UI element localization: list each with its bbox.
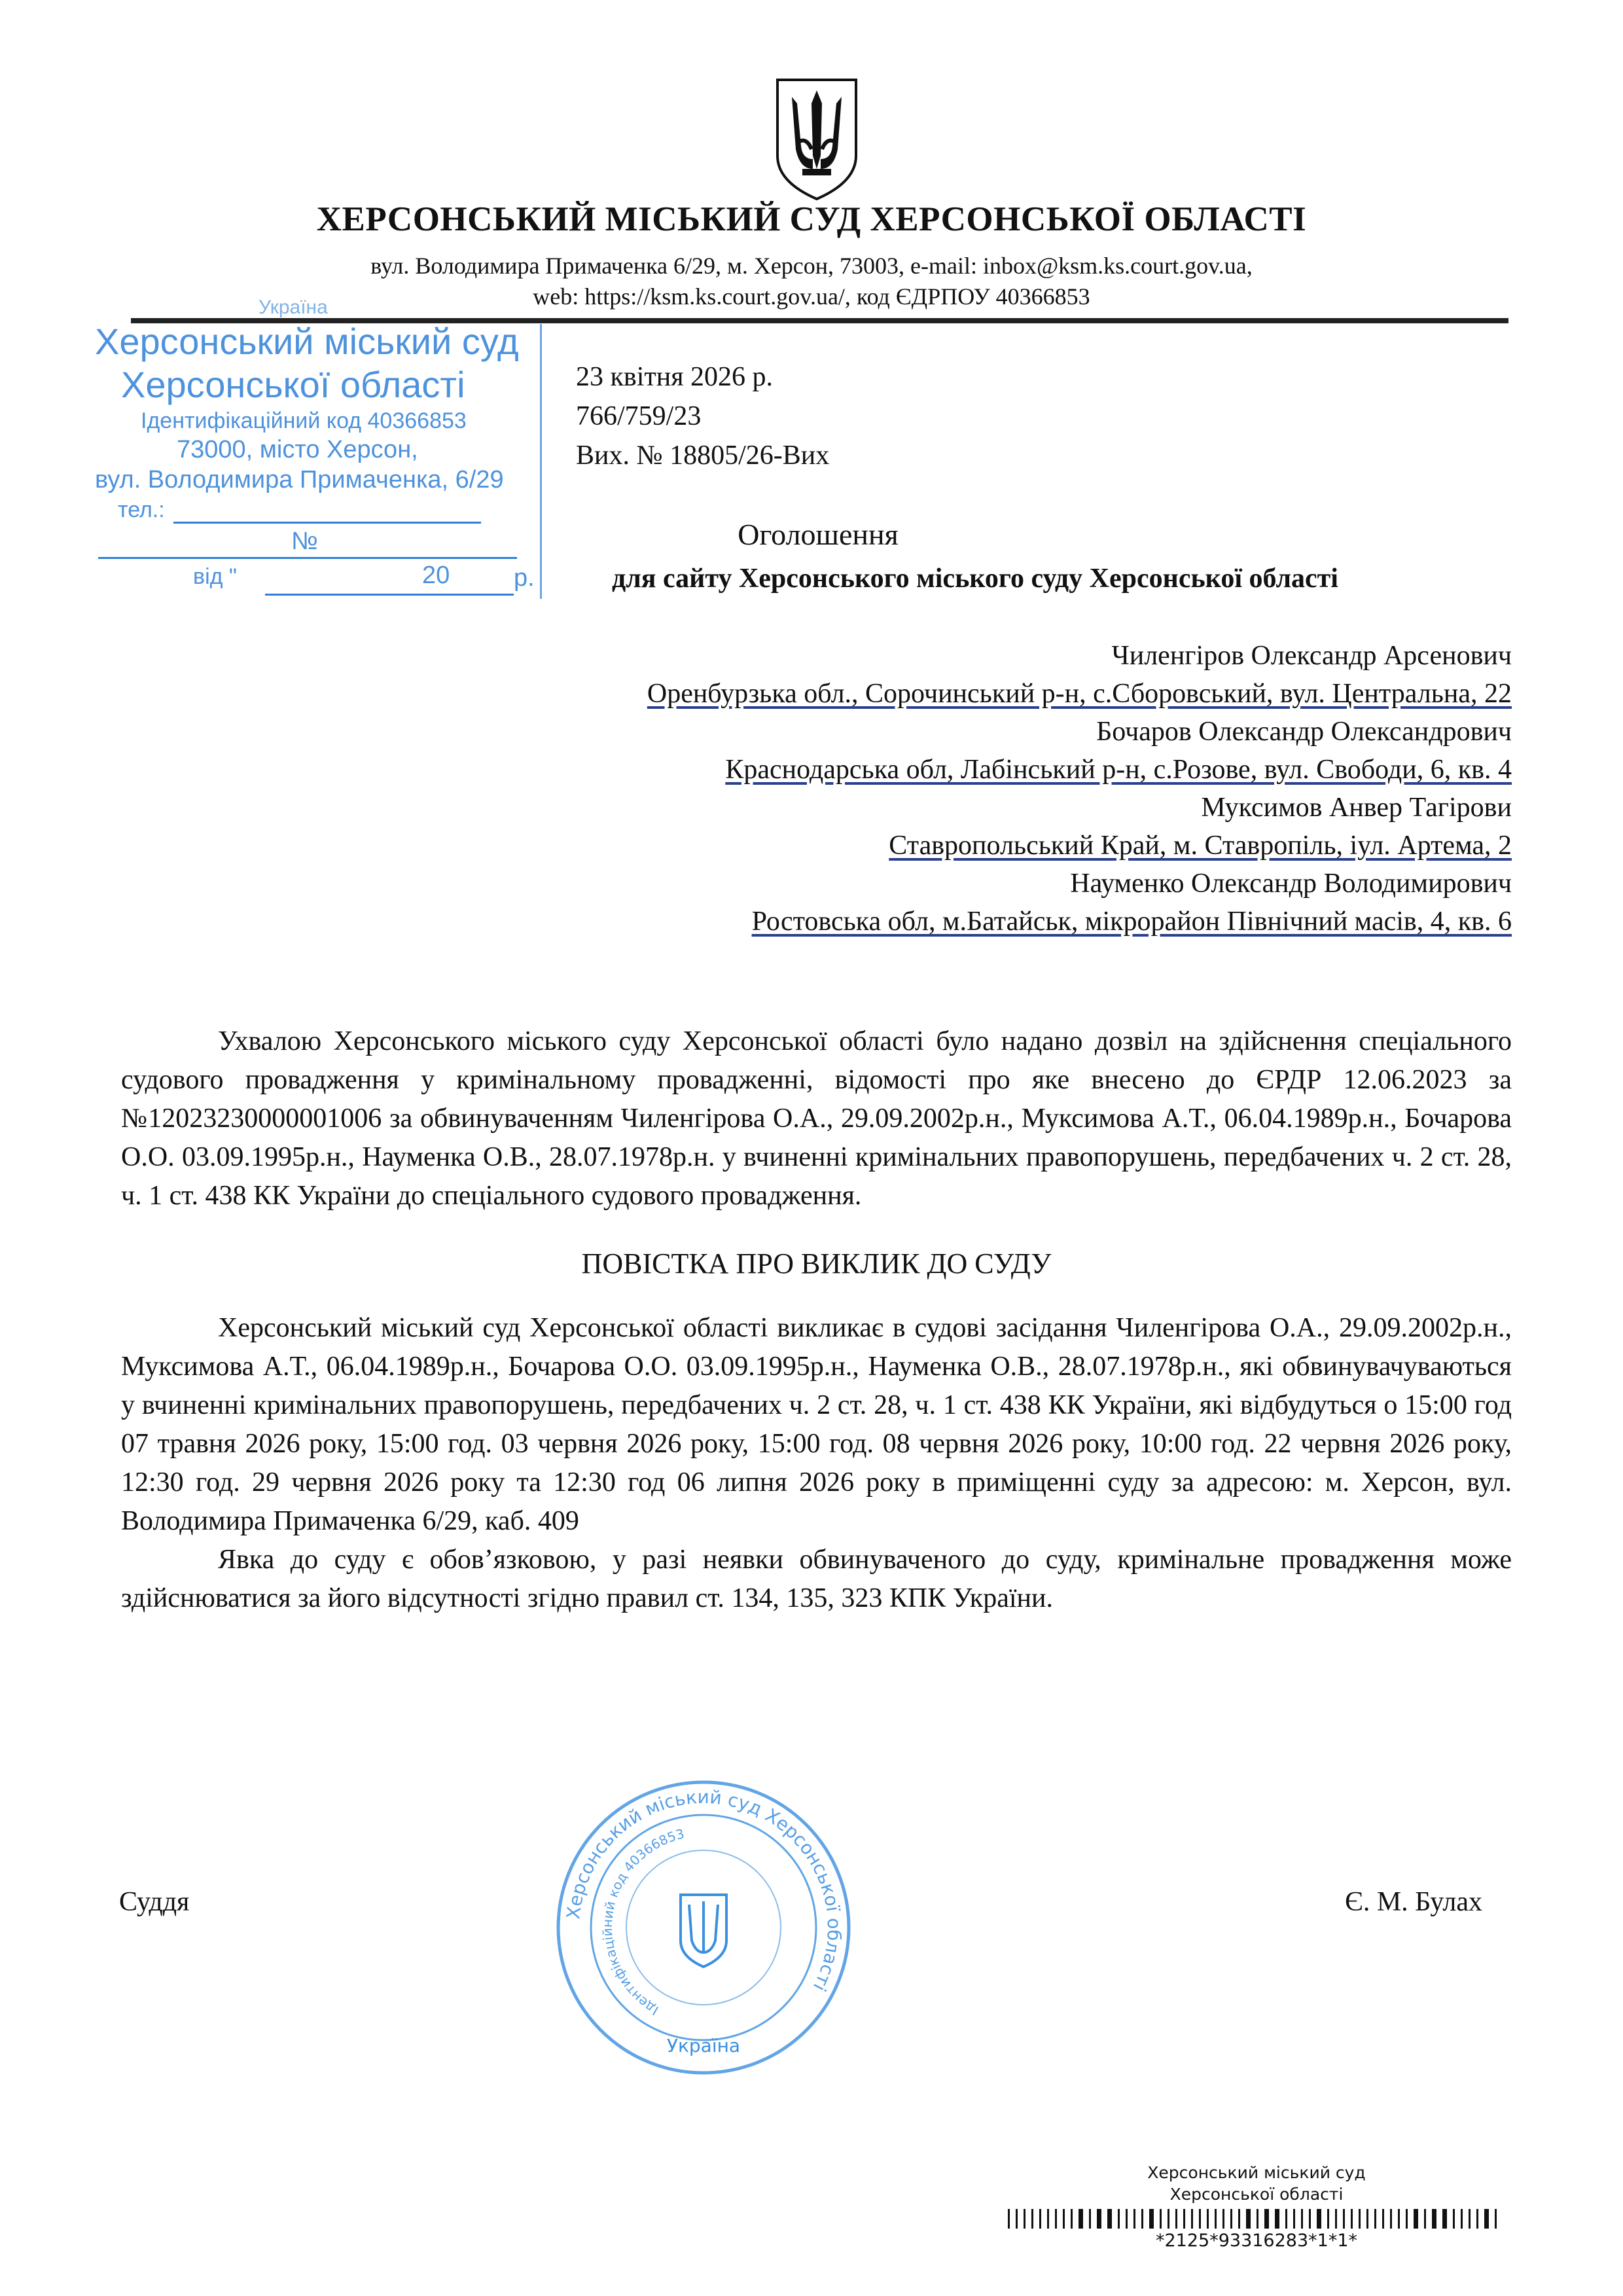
barcode-bar — [1424, 2209, 1426, 2229]
barcode — [1008, 2209, 1505, 2229]
barcode-bar — [1461, 2209, 1463, 2229]
recipient-address: Ростовська обл, м.Батайськ, мікрорайон Північний масів, 4, кв. 6 — [751, 906, 1512, 937]
document-date: 23 квітня 2026 р. — [576, 362, 774, 392]
barcode-bar — [1293, 2209, 1295, 2229]
barcode-bar — [1442, 2209, 1447, 2229]
barcode-bar — [1097, 2209, 1101, 2229]
recipient-name: Бочаров Олександр Олександрович — [1096, 717, 1512, 747]
barcode-bar — [1071, 2209, 1073, 2229]
stamp-tel: тел.: — [118, 497, 165, 522]
barcode-region: Херсонської області — [1169, 2185, 1344, 2204]
body-text — [121, 1022, 1512, 1618]
trident-icon — [774, 77, 860, 202]
stamp-no: № — [291, 528, 318, 555]
recipient-address: Краснодарська обл, Лабінський р-н, с.Розове, вул. Свободи, 6, кв. 4 — [725, 755, 1512, 785]
barcode-bar — [1301, 2209, 1303, 2229]
case-number: 766/759/23 — [576, 401, 702, 431]
barcode-bar — [1390, 2209, 1392, 2229]
seal-outer-text: Херсонський міський суд Херсонської області — [562, 1785, 846, 1995]
barcode-bar — [1222, 2209, 1224, 2229]
barcode-bar — [1317, 2209, 1321, 2229]
judge-name: Є. М. Булах — [1345, 1887, 1482, 1917]
barcode-bar — [1285, 2209, 1287, 2229]
barcode-bar — [1175, 2209, 1177, 2229]
barcode-bar — [1008, 2209, 1010, 2229]
barcode-bar — [1453, 2209, 1455, 2229]
summons-paragraph: Херсонський міський суд Херсонської області викликає в судові засідання Чиленгірова О.А., 29.09.2002р.н., Муксимова А.Т., 06.04.1989р.н., Бочарова О.О. 03.09.1995р.н., Науменка О.В., 28.07.1978р.н., які обвинувачуваються у вчиненні кримінальних правопорушень, передбачених ч. 2 ст. 28, ч. 1 ст. 438 КК України, які відбудуться о 15:00 год 07 травня 2026 року, 15:00 год. 03 червня 2026 року, 15:00 год. 08 червня 2026 року, 10:00 год. 22 червня 2026 року, 12:30 год. 29 червня 2026 року та 12:30 год 06 липня 2026 року в приміщенні суду за адресою: м. Херсон, вул. Володимира Примаченка 6/29, каб. 409 — [121, 1313, 1512, 1536]
svg-text:Херсонський міський суд Херсон — [562, 1786, 845, 1995]
barcode-bar — [1406, 2209, 1408, 2229]
seal-inner-text: Ідентифікаційний код 40366853 — [599, 1825, 687, 2019]
barcode-bar — [1246, 2209, 1251, 2229]
barcode-bar — [1118, 2209, 1120, 2229]
barcode-bar — [1309, 2209, 1311, 2229]
ruling-paragraph: Ухвалою Херсонського міського суду Херсонської області було надано дозвіл на здійснення спеціального судового провадження у кримінальному провадженні, відомості про яке внесено до ЄРДР 12.06.2023 за №12023230000001006 за обвинуваченням Чиленгірова О.А., 29.09.2002р.н., Муксимова А.Т., 06.04.1989р.н., Бочарова О.О. 03.09.1995р.н., Науменка О.В., 28.07.1978р.н. у вчиненні кримінальних правопорушень, передбачених ч. 2 ст. 28, ч. 1 ст. 438 КК України до спеціального судового провадження. — [121, 1026, 1512, 1211]
barcode-bar — [1016, 2209, 1018, 2229]
seal-trident-icon — [681, 1895, 726, 1967]
barcode-bar — [1264, 2209, 1269, 2229]
barcode-bar — [1063, 2209, 1065, 2229]
attendance-paragraph: Явка до суду є обов’язковою, у разі неявки обвинуваченого до суду, кримінальне провадження може здійснюватися за його відсутності згідно правил ст. 134, 135, 323 КПК України. — [121, 1545, 1512, 1613]
barcode-bar — [1055, 2209, 1057, 2229]
barcode-bar — [1275, 2209, 1279, 2229]
stamp-street: вул. Володимира Примаченка, 6/29 — [95, 466, 504, 493]
barcode-bar — [1335, 2209, 1337, 2229]
registration-stamp — [95, 298, 553, 605]
barcode-bar — [1149, 2209, 1154, 2229]
judge-label: Суддя — [119, 1887, 190, 1917]
barcode-code: *2125*93316283*1*1* — [1156, 2231, 1357, 2251]
barcode-court: Херсонський міський суд — [1147, 2163, 1366, 2182]
recipient-name: Науменко Олександр Володимирович — [1070, 869, 1512, 899]
barcode-bar — [1495, 2209, 1497, 2229]
stamp-year: 20 — [422, 562, 450, 589]
barcode-bar — [1215, 2209, 1217, 2229]
barcode-bar — [1207, 2209, 1209, 2229]
barcode-bar — [1359, 2209, 1361, 2229]
court-seal — [553, 1777, 854, 2078]
recipient-address: Ставропольський Край, м. Ставропіль, іул. Артема, 2 — [889, 831, 1512, 861]
barcode-bar — [1024, 2209, 1026, 2229]
barcode-bar — [1141, 2209, 1143, 2229]
barcode-bar — [1382, 2209, 1384, 2229]
seal-country: Україна — [666, 2035, 741, 2056]
barcode-bar — [1160, 2209, 1162, 2229]
barcode-bar — [1039, 2209, 1041, 2229]
stamp-country: Україна — [259, 296, 328, 318]
barcode-bar — [1031, 2209, 1033, 2229]
barcode-bar — [1469, 2209, 1471, 2229]
barcode-bar — [1199, 2209, 1201, 2229]
announcement-subtitle: для сайту Херсонського міського суду Херсонської області — [612, 564, 1338, 594]
barcode-bar — [1366, 2209, 1368, 2229]
announcement-title: Оголошення — [738, 518, 899, 551]
barcode-bar — [1257, 2209, 1258, 2229]
barcode-bar — [1327, 2209, 1329, 2229]
svg-text:Ідентифікаційний код 40366853 — [599, 1825, 686, 2018]
barcode-bar — [1107, 2209, 1112, 2229]
court-address: вул. Володимира Примаченка 6/29, м. Херсон, 73003, e-mail: inbox@ksm.ks.court.gov.ua, — [370, 253, 1253, 279]
stamp-from: від " — [193, 564, 237, 589]
barcode-bar — [1432, 2209, 1436, 2229]
barcode-bar — [1238, 2209, 1240, 2229]
stamp-region: Херсонської області — [121, 364, 465, 405]
barcode-bar — [1484, 2209, 1489, 2229]
outgoing-number: Вих. № 18805/26-Вих — [576, 440, 830, 471]
recipient-address: Оренбурзька обл., Сорочинський р-н, с.Сборовський, вул. Центральна, 22 — [647, 679, 1512, 709]
court-title: ХЕРСОНСЬКИЙ МІСЬКИЙ СУД ХЕРСОНСЬКОЇ ОБЛАСТІ — [316, 200, 1307, 238]
barcode-bar — [1089, 2209, 1091, 2229]
barcode-bar — [1414, 2209, 1418, 2229]
barcode-bar — [1191, 2209, 1193, 2229]
stamp-r: р. — [514, 564, 535, 592]
barcode-bar — [1126, 2209, 1128, 2229]
stamp-code: Ідентифікаційний код 40366853 — [141, 408, 467, 433]
stamp-court: Херсонський міський суд — [95, 321, 519, 362]
court-web: web: https://ksm.ks.court.gov.ua/, код ЄДРПОУ 40366853 — [533, 283, 1090, 310]
barcode-bar — [1047, 2209, 1049, 2229]
stamp-city: 73000, місто Херсон, — [177, 436, 418, 463]
barcode-bar — [1079, 2209, 1083, 2229]
barcode-bar — [1374, 2209, 1376, 2229]
barcode-bar — [1476, 2209, 1478, 2229]
recipient-name: Муксимов Анвер Тагірови — [1201, 793, 1512, 823]
recipient-name: Чиленгіров Олександр Арсенович — [1111, 641, 1512, 671]
barcode-bar — [1398, 2209, 1400, 2229]
summons-heading: ПОВІСТКА ПРО ВИКЛИК ДО СУДУ — [581, 1247, 1052, 1280]
barcode-bar — [1230, 2209, 1232, 2229]
barcode-bar — [1183, 2209, 1185, 2229]
barcode-bar — [1351, 2209, 1353, 2229]
barcode-bar — [1343, 2209, 1345, 2229]
barcode-bar — [1168, 2209, 1169, 2229]
barcode-bar — [1133, 2209, 1135, 2229]
